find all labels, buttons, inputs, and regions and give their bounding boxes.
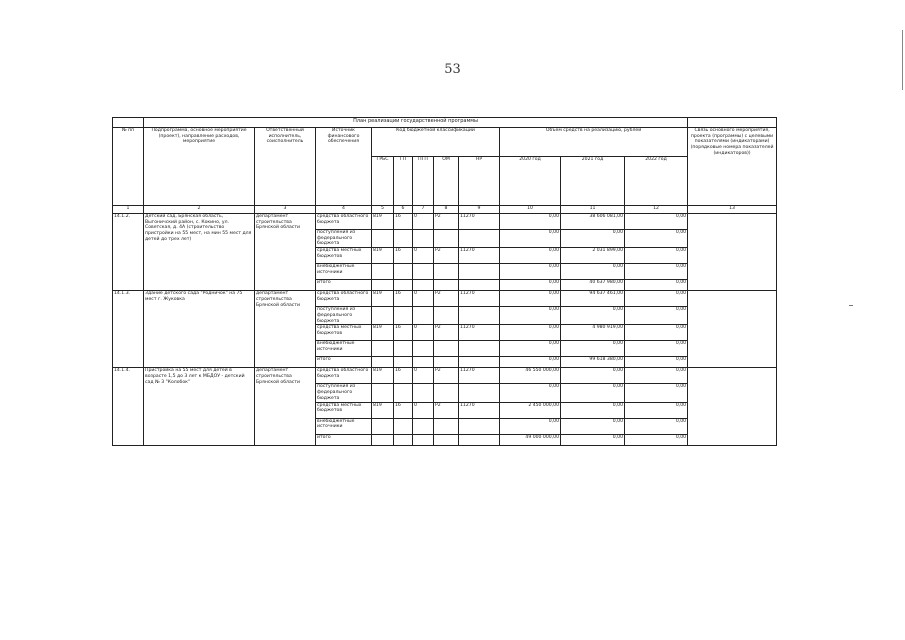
om-cell (434, 341, 459, 357)
pgp-cell (413, 384, 434, 402)
pgp-cell: 0 (413, 402, 434, 418)
value-2020-cell: 0,00 (500, 280, 561, 291)
grbs-cell (372, 418, 394, 434)
value-2021-cell: 0,00 (561, 418, 625, 434)
value-2022-cell: 0,00 (625, 291, 688, 307)
pgp-cell: 0 (413, 214, 434, 230)
scan-edge-mark (902, 30, 903, 90)
om-cell (434, 264, 459, 280)
pgp-cell: 0 (413, 325, 434, 341)
value-2020-cell: 0,00 (500, 264, 561, 280)
nr-cell (459, 230, 500, 248)
nr-cell: 11270 (459, 248, 500, 264)
gp-cell (394, 418, 413, 434)
header-link: Связь основного мероприятия, проекта (программы) с целевыми показателями (индикаторами) (порядковые номера показателей (индикаторов)) (688, 128, 777, 206)
source-cell: внебюджетные источники (316, 264, 372, 280)
column-number: 1 (113, 206, 144, 214)
grbs-cell (372, 384, 394, 402)
grbs-cell: 819 (372, 248, 394, 264)
header-volume: Объем средств на реализацию, рублей (500, 128, 688, 157)
value-2022-cell: 0,00 (625, 341, 688, 357)
om-cell (434, 434, 459, 445)
grbs-cell: 819 (372, 291, 394, 307)
value-2020-cell: 0,00 (500, 341, 561, 357)
column-number: 10 (500, 206, 561, 214)
gp-cell (394, 434, 413, 445)
item-number-cell: 14.1.3. (113, 291, 144, 368)
value-2022-cell: 0,00 (625, 402, 688, 418)
indicator-link-cell (688, 214, 777, 291)
value-2020-cell: 0,00 (500, 325, 561, 341)
grbs-cell: 819 (372, 402, 394, 418)
value-2020-cell: 0,00 (500, 230, 561, 248)
om-cell: P2 (434, 325, 459, 341)
om-cell (434, 357, 459, 368)
source-cell: средства местных бюджетов (316, 402, 372, 418)
gp-cell: 16 (394, 291, 413, 307)
value-2020-cell: 0,00 (500, 291, 561, 307)
pgp-cell (413, 418, 434, 434)
value-2020-cell: 49 000 000,00 (500, 434, 561, 445)
source-cell: итого (316, 280, 372, 291)
table-row (113, 291, 777, 307)
value-2021-cell: 94 637 461,00 (561, 291, 625, 307)
source-cell: поступления из федерального бюджета (316, 230, 372, 248)
source-cell: итого (316, 357, 372, 368)
pgp-cell: 0 (413, 368, 434, 384)
gp-cell: 16 (394, 248, 413, 264)
item-number-cell: 14.1.2. (113, 214, 144, 291)
pgp-cell (413, 264, 434, 280)
nr-cell: 11270 (459, 325, 500, 341)
table-caption-spacer (688, 118, 777, 128)
column-number: 8 (434, 206, 459, 214)
value-2021-cell: 0,00 (561, 368, 625, 384)
table-row (113, 214, 777, 230)
pgp-cell (413, 307, 434, 325)
value-2022-cell: 0,00 (625, 325, 688, 341)
om-cell (434, 230, 459, 248)
value-2022-cell: 0,00 (625, 368, 688, 384)
gp-cell (394, 307, 413, 325)
grbs-cell (372, 230, 394, 248)
nr-cell (459, 341, 500, 357)
indicator-link-cell (688, 368, 777, 445)
om-cell (434, 384, 459, 402)
header-responsible: Ответственный исполнитель, соисполнитель (255, 128, 316, 206)
source-cell: внебюджетные источники (316, 418, 372, 434)
gp-cell (394, 264, 413, 280)
grbs-cell (372, 307, 394, 325)
value-2021-cell: 0,00 (561, 402, 625, 418)
om-cell: P2 (434, 291, 459, 307)
om-cell: P2 (434, 368, 459, 384)
header-gp: ГП (394, 157, 413, 206)
header-pgp: ПГП (413, 157, 434, 206)
value-2021-cell: 38 606 081,00 (561, 214, 625, 230)
value-2021-cell: 40 637 980,00 (561, 280, 625, 291)
column-number: 13 (688, 206, 777, 214)
source-cell: средства областного бюджета (316, 291, 372, 307)
value-2022-cell: 0,00 (625, 264, 688, 280)
header-budget-code: Код бюджетной классификации (372, 128, 500, 157)
nr-cell: 11270 (459, 214, 500, 230)
responsible-cell: департамент строительства Брянской области (255, 368, 316, 445)
source-cell: средства местных бюджетов (316, 248, 372, 264)
pgp-cell (413, 357, 434, 368)
value-2022-cell: 0,00 (625, 418, 688, 434)
pgp-cell (413, 434, 434, 445)
nr-cell: 11270 (459, 402, 500, 418)
om-cell: P2 (434, 402, 459, 418)
gp-cell: 16 (394, 368, 413, 384)
nr-cell (459, 307, 500, 325)
value-2021-cell: 0,00 (561, 230, 625, 248)
value-2020-cell: 46 550 000,00 (500, 368, 561, 384)
value-2021-cell: 0,00 (561, 307, 625, 325)
page-number: 53 (444, 62, 461, 77)
header-2020: 2020 год (500, 157, 561, 206)
value-2022-cell: 0,00 (625, 248, 688, 264)
gp-cell (394, 357, 413, 368)
header-om: ОМ (434, 157, 459, 206)
pgp-cell: 0 (413, 291, 434, 307)
item-name-cell: Детский сад, Брянская область, Выгоничский район, с. Кокино, ул. Советская, д. 4А (строительство пристройки на 55 мест, на мин 55 мест для детей до трех лет) (144, 214, 255, 291)
gp-cell (394, 230, 413, 248)
header-num: № пп (113, 128, 144, 206)
source-cell: итого (316, 434, 372, 445)
header-grbs: ГРБС (372, 157, 394, 206)
value-2022-cell: 0,00 (625, 307, 688, 325)
gp-cell: 16 (394, 214, 413, 230)
source-cell: средства областного бюджета (316, 214, 372, 230)
gp-cell (394, 341, 413, 357)
indicator-link-cell (688, 291, 777, 368)
nr-cell: 11270 (459, 291, 500, 307)
om-cell (434, 280, 459, 291)
header-2022: 2022 год (625, 157, 688, 206)
column-number: 12 (625, 206, 688, 214)
value-2021-cell: 0,00 (561, 434, 625, 445)
nr-cell (459, 434, 500, 445)
program-plan-table (112, 117, 777, 446)
nr-cell (459, 357, 500, 368)
om-cell (434, 307, 459, 325)
value-2020-cell: 0,00 (500, 357, 561, 368)
nr-cell (459, 418, 500, 434)
value-2020-cell: 0,00 (500, 214, 561, 230)
header-2021: 2021 год (561, 157, 625, 206)
item-number-cell: 14.1.4. (113, 368, 144, 445)
grbs-cell (372, 264, 394, 280)
value-2021-cell: 0,00 (561, 384, 625, 402)
value-2021-cell: 4 980 919,00 (561, 325, 625, 341)
gp-cell (394, 280, 413, 291)
source-cell: внебюджетные источники (316, 341, 372, 357)
column-number: 5 (372, 206, 394, 214)
responsible-cell: департамент строительства Брянской области (255, 214, 316, 291)
grbs-cell (372, 434, 394, 445)
om-cell: P2 (434, 248, 459, 264)
column-number: 9 (459, 206, 500, 214)
value-2021-cell: 99 618 380,00 (561, 357, 625, 368)
header-nr: НР (459, 157, 500, 206)
grbs-cell: 819 (372, 214, 394, 230)
responsible-cell: департамент строительства Брянской области (255, 291, 316, 368)
value-2020-cell: 0,00 (500, 384, 561, 402)
header-name: Подпрограмма, основное мероприятие (проект), направление расходов, мероприятие (144, 128, 255, 206)
table-caption-spacer (113, 118, 144, 128)
source-cell: средства областного бюджета (316, 368, 372, 384)
value-2020-cell: 0,00 (500, 418, 561, 434)
pgp-cell (413, 230, 434, 248)
grbs-cell (372, 341, 394, 357)
item-name-cell: Здание детского сада "Родничок" на 75 мест г. Жуковка (144, 291, 255, 368)
value-2022-cell: 0,00 (625, 434, 688, 445)
column-number: 7 (413, 206, 434, 214)
value-2022-cell: 0,00 (625, 280, 688, 291)
scan-speck (849, 305, 853, 306)
value-2020-cell: 2 450 000,00 (500, 402, 561, 418)
value-2020-cell: 0,00 (500, 248, 561, 264)
source-cell: поступления из федерального бюджета (316, 307, 372, 325)
value-2022-cell: 0,00 (625, 357, 688, 368)
column-number: 6 (394, 206, 413, 214)
pgp-cell (413, 280, 434, 291)
nr-cell: 11270 (459, 368, 500, 384)
header-sources: Источник финансового обеспечения (316, 128, 372, 206)
table-row (113, 368, 777, 384)
value-2021-cell: 2 031 899,00 (561, 248, 625, 264)
source-cell: поступления из федерального бюджета (316, 384, 372, 402)
column-number: 4 (316, 206, 372, 214)
column-number-row (113, 206, 777, 214)
value-2022-cell: 0,00 (625, 230, 688, 248)
value-2021-cell: 0,00 (561, 341, 625, 357)
grbs-cell (372, 357, 394, 368)
source-cell: средства местных бюджетов (316, 325, 372, 341)
grbs-cell: 819 (372, 325, 394, 341)
gp-cell: 16 (394, 325, 413, 341)
value-2021-cell: 0,00 (561, 264, 625, 280)
gp-cell (394, 384, 413, 402)
value-2020-cell: 0,00 (500, 307, 561, 325)
nr-cell (459, 280, 500, 291)
column-number: 2 (144, 206, 255, 214)
column-number: 3 (255, 206, 316, 214)
nr-cell (459, 384, 500, 402)
om-cell: P2 (434, 214, 459, 230)
table-caption: План реализации государственной программы (144, 118, 688, 128)
value-2022-cell: 0,00 (625, 214, 688, 230)
grbs-cell (372, 280, 394, 291)
column-number: 11 (561, 206, 625, 214)
nr-cell (459, 264, 500, 280)
gp-cell: 16 (394, 402, 413, 418)
pgp-cell: 0 (413, 248, 434, 264)
pgp-cell (413, 341, 434, 357)
item-name-cell: Пристройка на 55 мест для детей в возрасте 1,5 до 3 лет к МБДОУ - детский сад № 3 "Колобок" (144, 368, 255, 445)
om-cell (434, 418, 459, 434)
grbs-cell: 819 (372, 368, 394, 384)
value-2022-cell: 0,00 (625, 384, 688, 402)
